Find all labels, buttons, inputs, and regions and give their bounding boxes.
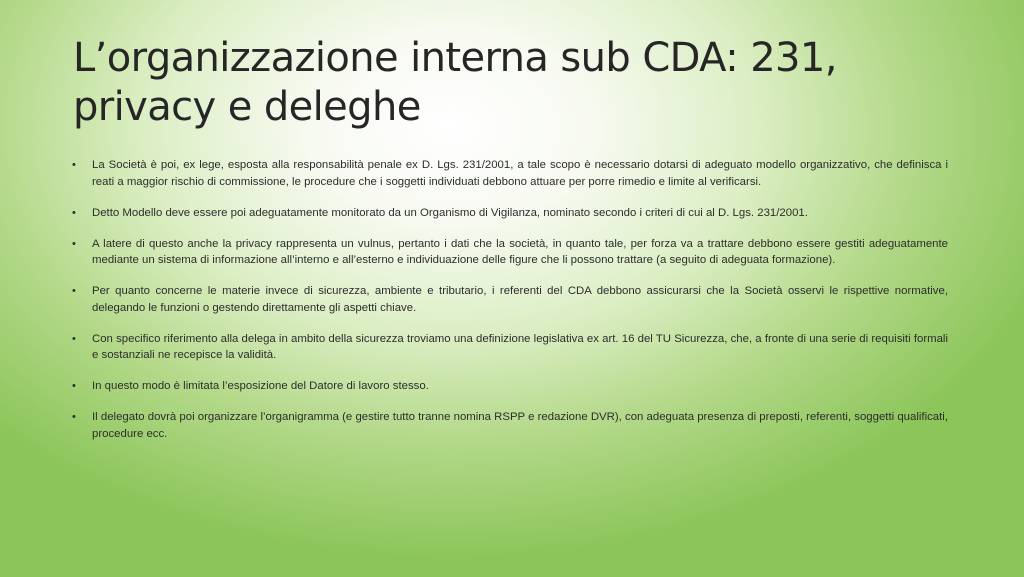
bullet-text: A latere di questo anche la privacy rappresenta un vulnus, pertanto i dati che la società, in quanto tale, per forza va a trattare debbono essere gestiti adeguatamente mediante un sistema di informazione all’interno e all’esterno e individuazione delle figure che li possono trattare (a seguito di adeguata formazione). — [92, 237, 948, 266]
bullet-dot-icon: • — [72, 411, 76, 423]
bullet-text: Per quanto concerne le materie invece di sicurezza, ambiente e tributario, i referenti del CDA debbono assicurarsi che la Società osservi le rispettive normative, delegando le funzioni o gestendo direttamente gli aspetti chiave. — [92, 285, 948, 314]
bullet-list — [72, 157, 948, 457]
bullet-item — [72, 283, 948, 316]
bullet-item — [72, 331, 948, 364]
bullet-text: Il delegato dovrà poi organizzare l’organigramma (e gestire tutto tranne nomina RSPP e redazione DVR), con adeguata presenza di preposti, referenti, soggetti qualificati, procedure ecc. — [92, 411, 948, 440]
bullet-item — [72, 157, 948, 190]
bullet-text: Con specifico riferimento alla delega in ambito della sicurezza troviamo una definizione legislativa ex art. 16 del TU Sicurezza, che, a fronte di una serie di requisiti formali e sostanziali ne recepisce la validità. — [92, 332, 948, 361]
bullet-item — [72, 236, 948, 269]
bullet-item — [72, 378, 948, 395]
bullet-item — [72, 409, 948, 442]
bullet-text: In questo modo è limitata l’esposizione del Datore di lavoro stesso. — [92, 380, 429, 392]
bullet-dot-icon: • — [72, 380, 76, 392]
bullet-text: La Società è poi, ex lege, esposta alla responsabilità penale ex D. Lgs. 231/2001, a tale scopo è necessario dotarsi di adeguato modello organizzativo, che definisca i reati a maggior rischio di commissione, le procedure che i soggetti individuati debbono attuare per porre rimedio e limite al verificarsi. — [92, 159, 948, 188]
bullet-dot-icon: • — [72, 237, 76, 250]
bullet-dot-icon: • — [72, 332, 76, 345]
bullet-item — [72, 205, 948, 222]
bullet-dot-icon: • — [72, 285, 76, 297]
bullet-dot-icon: • — [72, 159, 76, 171]
bullet-text: Detto Modello deve essere poi adeguatamente monitorato da un Organismo di Vigilanza, nominato secondo i criteri di cui al D. Lgs. 231/2001. — [92, 206, 808, 219]
slide-title: L’organizzazione interna sub CDA: 231, privacy e deleghe — [73, 35, 837, 130]
bullet-dot-icon: • — [72, 206, 76, 219]
